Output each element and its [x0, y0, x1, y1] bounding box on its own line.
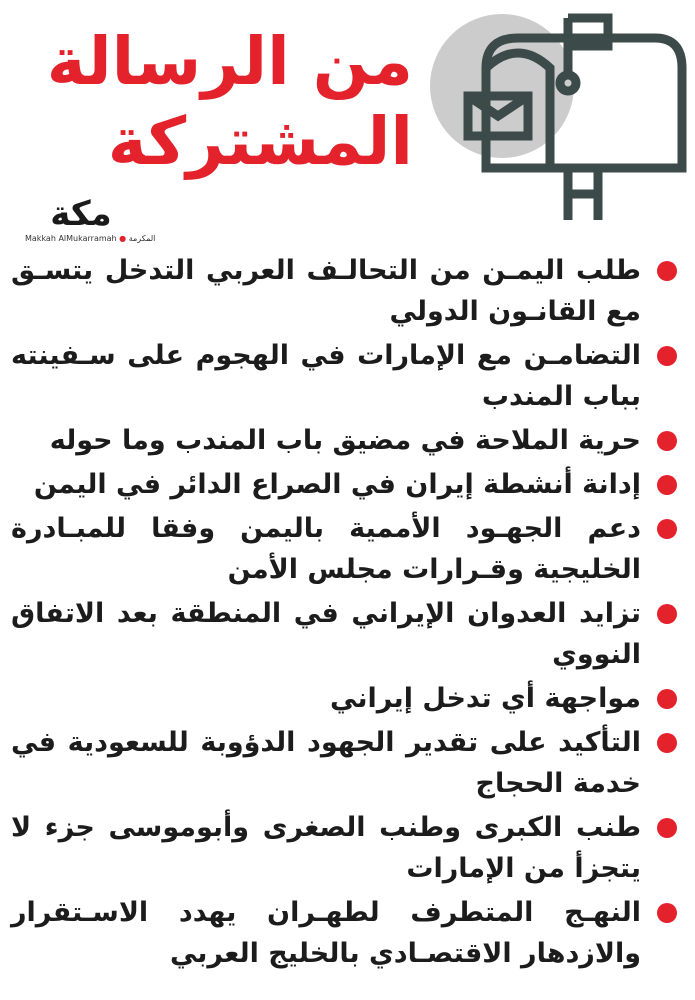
- page-title: [46, 22, 413, 182]
- logo-sub-dot: ●: [119, 234, 127, 243]
- title-line-1: من الرسالة: [46, 23, 413, 100]
- bullet-icon: [657, 475, 677, 495]
- bullet-icon: [657, 519, 677, 539]
- mailbox-icon: [420, 8, 690, 223]
- list-item-text: حرية الملاحة في مضيق باب المندب وما حوله: [49, 425, 641, 456]
- list-item-text: دعم الجهـود الأممية باليمن وفقا للمبـادرة الخليجية وقـرارات مجلس الأمن: [11, 513, 641, 585]
- list-item-text: النهـج المتطرف لطهـران يهدد الاسـتقرار والازدهار الاقتصـادي بالخليج العربي: [11, 897, 641, 969]
- bullet-icon: [657, 903, 677, 923]
- list-item-text: طنب الكبرى وطنب الصغرى وأبوموسى جزء لا يتجزأ من الإمارات: [11, 812, 641, 884]
- bullet-icon: [657, 818, 677, 838]
- list-item: [11, 335, 681, 417]
- list-item: [11, 722, 681, 804]
- list-item: [11, 593, 681, 675]
- points-list: [11, 250, 681, 977]
- list-item: [11, 420, 681, 461]
- logo-mark: مكة: [50, 194, 112, 234]
- header: [0, 0, 695, 245]
- list-item-text: إدانة أنشطة إيران في الصراع الدائر في اليمن: [33, 469, 641, 500]
- list-item: [11, 250, 681, 332]
- list-item-text: التضامـن مع الإمارات في الهجوم على سـفينته بباب المندب: [11, 340, 641, 412]
- list-item: [11, 464, 681, 505]
- list-item-text: مواجهة أي تدخل إيراني: [330, 683, 641, 714]
- makkah-logo: [25, 194, 156, 248]
- bullet-icon: [657, 733, 677, 753]
- list-item: [11, 678, 681, 719]
- logo-sub-latin: Makkah AlMukarramah: [25, 234, 117, 243]
- list-item-text: تزايد العدوان الإيراني في المنطقة بعد الاتفاق النووي: [11, 598, 641, 670]
- logo-subtitle: [25, 234, 156, 244]
- bullet-icon: [657, 689, 677, 709]
- bullet-icon: [657, 431, 677, 451]
- bullet-icon: [657, 604, 677, 624]
- list-item-text: التأكيد على تقدير الجهود الدؤوبة للسعودية في خدمة الحجاج: [11, 727, 641, 799]
- title-line-2: المشتركة: [107, 103, 413, 180]
- list-item: [11, 892, 681, 974]
- logo-sub-arabic: المكرمة: [128, 234, 156, 243]
- bullet-icon: [657, 261, 677, 281]
- list-item: [11, 807, 681, 889]
- bullet-icon: [657, 346, 677, 366]
- list-item: [11, 508, 681, 590]
- list-item-text: طلب اليمـن من التحالـف العربي التدخل يتسـق مع القانـون الدولي: [11, 255, 641, 327]
